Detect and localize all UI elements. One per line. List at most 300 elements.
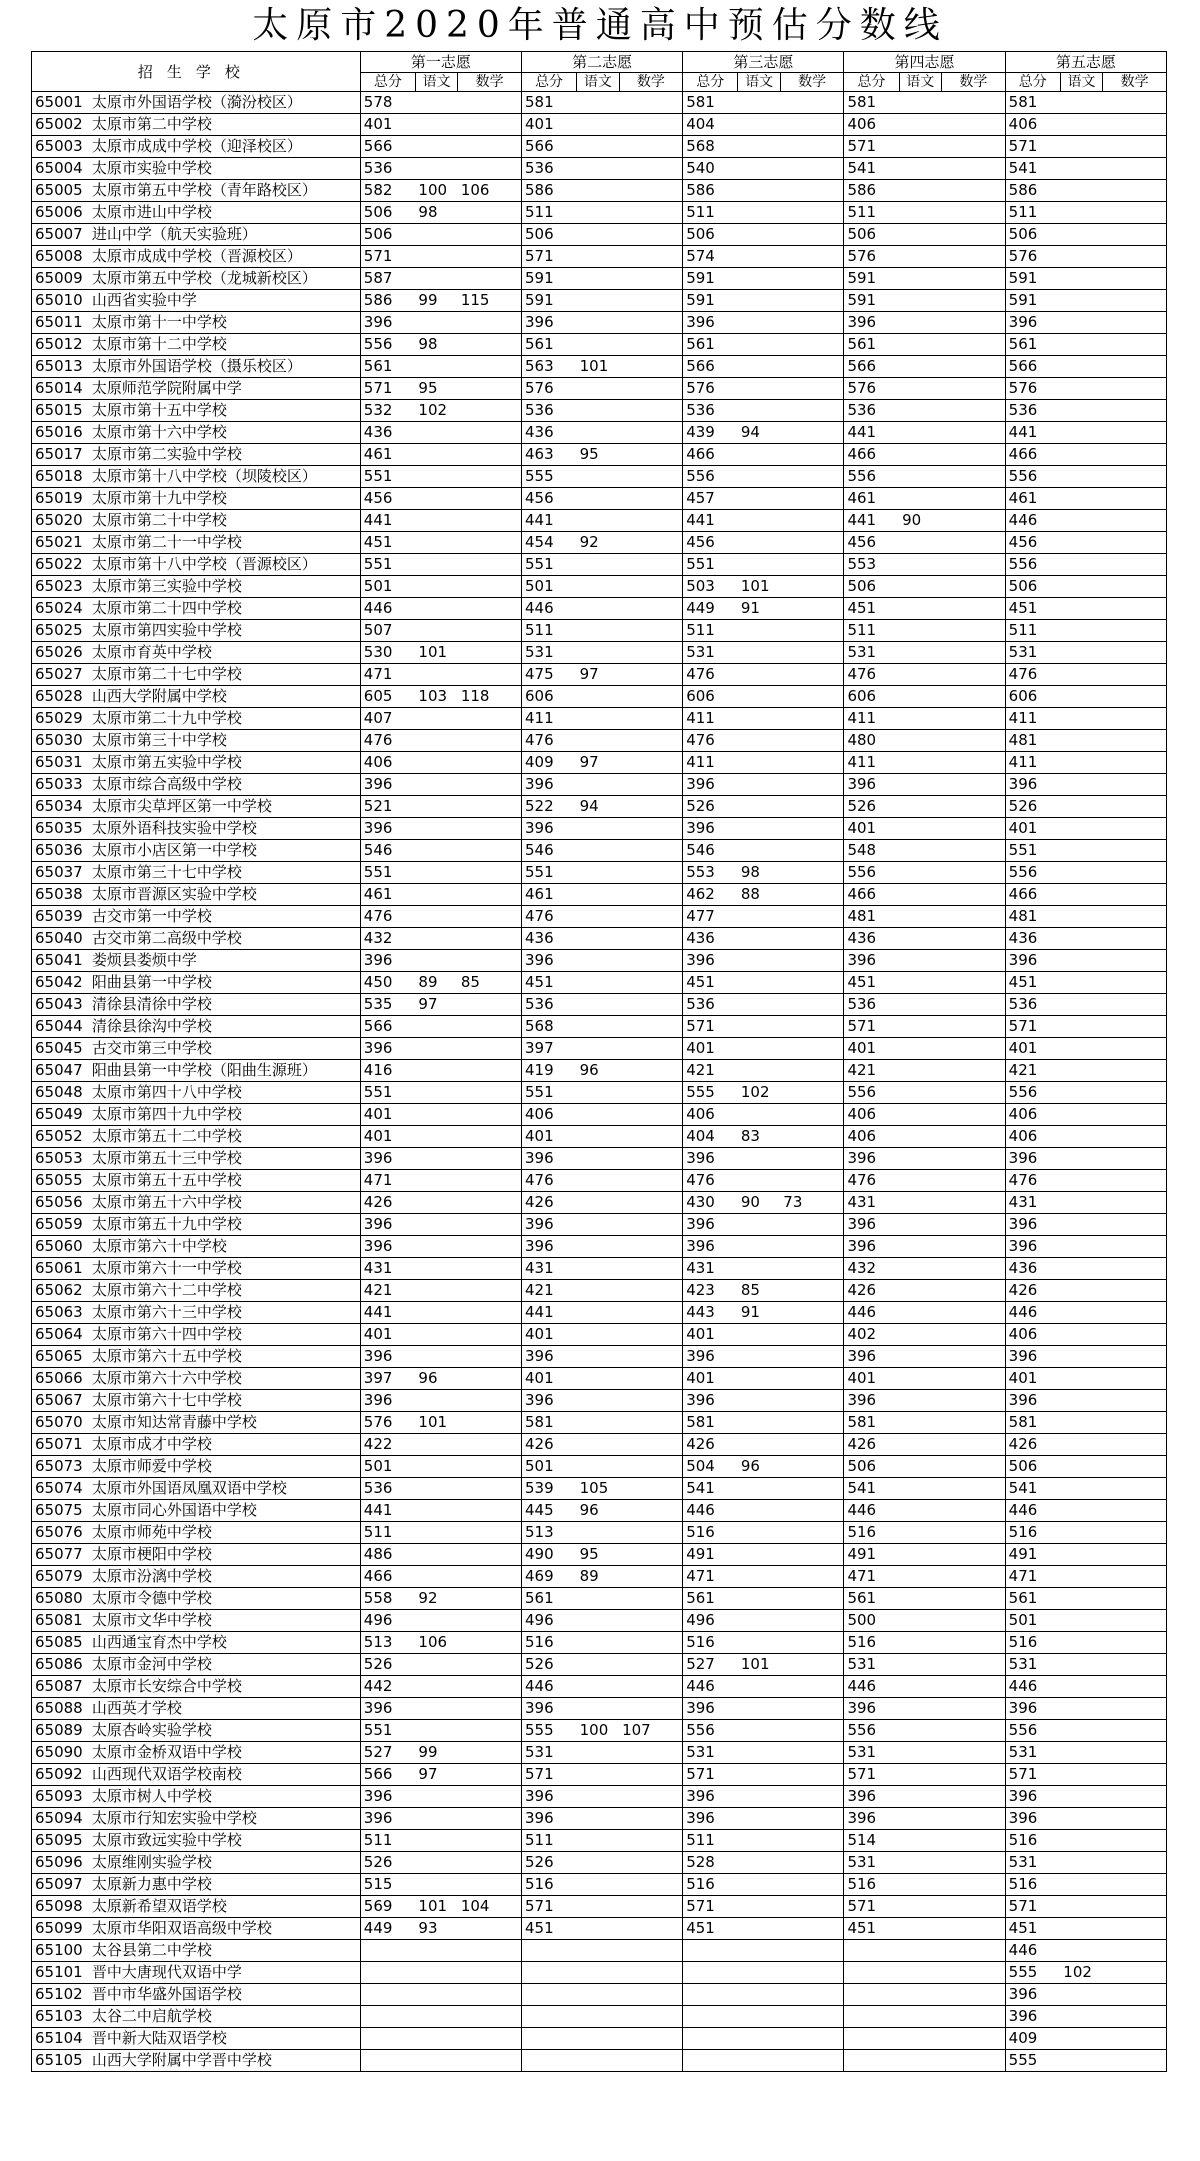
choice-1-math-cell	[458, 2028, 522, 2050]
choice-1-math-cell	[458, 1412, 522, 1434]
choice-3-chinese-cell	[738, 1610, 780, 1632]
choice-5-total-cell: 551	[1005, 840, 1060, 862]
table-row	[32, 1962, 1167, 1984]
choice-2-math-cell	[619, 1896, 683, 1918]
choice-1-math-cell	[458, 1940, 522, 1962]
choice-5-total-cell: 566	[1005, 356, 1060, 378]
choice-4-chinese-cell: 90	[899, 510, 941, 532]
choice-3-math-cell	[780, 1742, 844, 1764]
table-row	[32, 642, 1167, 664]
choice-1-chinese-cell	[415, 1126, 457, 1148]
choice-4-chinese-cell	[899, 576, 941, 598]
choice-1-total-cell: 421	[360, 1280, 415, 1302]
choice-2-chinese-cell	[577, 1016, 619, 1038]
choice-5-math-cell	[1103, 1456, 1167, 1478]
choice-3-math-cell	[780, 1324, 844, 1346]
choice-1-math-cell	[458, 752, 522, 774]
choice-4-total-cell: 396	[844, 1346, 899, 1368]
choice-2-math-cell	[619, 796, 683, 818]
choice-3-total-cell: 404	[683, 1126, 738, 1148]
choice-5-chinese-cell	[1060, 994, 1102, 1016]
table-row	[32, 554, 1167, 576]
school-code: 65060	[32, 1236, 90, 1258]
choice-1-total-cell: 401	[360, 1324, 415, 1346]
choice-4-total-cell: 396	[844, 1786, 899, 1808]
choice-1-math-cell	[458, 268, 522, 290]
school-code: 65012	[32, 334, 90, 356]
choice-3-chinese-cell	[738, 378, 780, 400]
choice-2-math-cell	[619, 1302, 683, 1324]
choice-5-chinese-cell	[1060, 136, 1102, 158]
choice-2-chinese-cell	[577, 1258, 619, 1280]
choice-4-chinese-cell	[899, 1588, 941, 1610]
choice-4-total-cell: 396	[844, 774, 899, 796]
choice-2-chinese-cell	[577, 1346, 619, 1368]
choice-2-total-cell: 576	[522, 378, 577, 400]
choice-1-total-cell: 526	[360, 1852, 415, 1874]
choice-5-chinese-cell: 102	[1060, 1962, 1102, 1984]
choice-3-total-cell: 561	[683, 1588, 738, 1610]
choice-5-math-cell	[1103, 1214, 1167, 1236]
choice-4-chinese-cell	[899, 1940, 941, 1962]
choice-2-math-cell	[619, 268, 683, 290]
school-code: 65041	[32, 950, 90, 972]
school-code: 65065	[32, 1346, 90, 1368]
choice-3-chinese-cell: 88	[738, 884, 780, 906]
choice-2-math-cell	[619, 1434, 683, 1456]
school-code: 65007	[32, 224, 90, 246]
choice-4-chinese-cell	[899, 1258, 941, 1280]
choice-2-chinese-cell	[577, 1148, 619, 1170]
choice-3-total-cell: 401	[683, 1038, 738, 1060]
choice-4-chinese-cell	[899, 1148, 941, 1170]
choice-2-total-cell: 396	[522, 1148, 577, 1170]
choice-4-chinese-cell	[899, 730, 941, 752]
choice-3-math-cell	[780, 1676, 844, 1698]
table-row	[32, 1874, 1167, 1896]
choice-4-chinese-cell	[899, 708, 941, 730]
choice-4-total-cell: 536	[844, 994, 899, 1016]
school-code: 65018	[32, 466, 90, 488]
choice-3-chinese-cell	[738, 180, 780, 202]
choice-4-math-cell	[942, 1324, 1006, 1346]
choice-3-total-cell: 553	[683, 862, 738, 884]
choice-1-math-cell	[458, 202, 522, 224]
choice-2-chinese-cell: 96	[577, 1500, 619, 1522]
school-name: 太原市第十九中学校	[90, 488, 360, 510]
choice-5-chinese-cell	[1060, 642, 1102, 664]
table-row	[32, 1786, 1167, 1808]
choice-3-total-cell: 471	[683, 1566, 738, 1588]
choice-4-chinese-cell	[899, 796, 941, 818]
choice-1-math-cell	[458, 1170, 522, 1192]
choice-5-math-cell	[1103, 1984, 1167, 2006]
choice-3-total-cell: 581	[683, 92, 738, 114]
choice-5-chinese-cell	[1060, 1808, 1102, 1830]
choice-3-math-cell	[780, 2050, 844, 2072]
math-subheader: 数学	[780, 73, 844, 92]
choice-4-total-cell: 446	[844, 1500, 899, 1522]
total-subheader: 总分	[683, 73, 738, 92]
choice-1-total-cell	[360, 1940, 415, 1962]
choice-3-total-cell: 396	[683, 818, 738, 840]
choice-2-chinese-cell	[577, 1368, 619, 1390]
school-name: 太原市外国语学校（摄乐校区）	[90, 356, 360, 378]
choice-5-math-cell	[1103, 1390, 1167, 1412]
school-code: 65010	[32, 290, 90, 312]
choice-4-total-cell	[844, 2028, 899, 2050]
table-row	[32, 1346, 1167, 1368]
school-name: 太原市第二十中学校	[90, 510, 360, 532]
choice-4-total-cell: 471	[844, 1566, 899, 1588]
choice-1-math-cell	[458, 620, 522, 642]
choice-2-math-cell	[619, 1588, 683, 1610]
choice-2-total-cell: 536	[522, 400, 577, 422]
choice-4-chinese-cell	[899, 1632, 941, 1654]
choice-2-chinese-cell	[577, 1104, 619, 1126]
choice-1-chinese-cell	[415, 1874, 457, 1896]
choice-2-math-cell	[619, 2006, 683, 2028]
choice-3-total-cell: 401	[683, 1324, 738, 1346]
choice-5-math-cell	[1103, 1918, 1167, 1940]
choice-5-chinese-cell	[1060, 1192, 1102, 1214]
choice-1-math-cell	[458, 664, 522, 686]
choice-5-total-cell: 421	[1005, 1060, 1060, 1082]
choice-3-math-cell	[780, 1214, 844, 1236]
table-row	[32, 1984, 1167, 2006]
choice-5-math-cell	[1103, 1698, 1167, 1720]
choice-5-total-cell: 581	[1005, 1412, 1060, 1434]
choice-5-math-cell	[1103, 818, 1167, 840]
choice-5-math-cell	[1103, 1742, 1167, 1764]
choice-2-total-cell: 551	[522, 1082, 577, 1104]
choice-5-math-cell	[1103, 1522, 1167, 1544]
choice-3-total-cell: 551	[683, 554, 738, 576]
table-row	[32, 1720, 1167, 1742]
choice-5-math-cell	[1103, 1324, 1167, 1346]
choice-2-chinese-cell	[577, 818, 619, 840]
choice-2-math-cell	[619, 1170, 683, 1192]
school-name: 山西大学附属中学校	[90, 686, 360, 708]
choice-4-total-cell: 411	[844, 752, 899, 774]
school-code: 65044	[32, 1016, 90, 1038]
choice-1-chinese-cell: 93	[415, 1918, 457, 1940]
school-code: 65028	[32, 686, 90, 708]
choice-2-math-cell	[619, 136, 683, 158]
choice-2-math-cell	[619, 180, 683, 202]
choice-5-total-cell: 526	[1005, 796, 1060, 818]
choice-3-math-cell	[780, 1280, 844, 1302]
choice-4-math-cell	[942, 1214, 1006, 1236]
choice-1-total-cell	[360, 2050, 415, 2072]
choice-3-total-cell	[683, 2028, 738, 2050]
choice-5-total-cell: 571	[1005, 1896, 1060, 1918]
school-name: 太原市进山中学校	[90, 202, 360, 224]
choice-1-chinese-cell	[415, 158, 457, 180]
choice-5-math-cell	[1103, 1126, 1167, 1148]
choice-1-math-cell	[458, 1918, 522, 1940]
choice-5-total-cell: 406	[1005, 114, 1060, 136]
choice-5-math-cell	[1103, 1104, 1167, 1126]
choice-1-math-cell	[458, 1368, 522, 1390]
choice-1-math-cell	[458, 576, 522, 598]
math-subheader: 数学	[1103, 73, 1167, 92]
choice-2-total-cell: 396	[522, 1786, 577, 1808]
choice-3-math-cell	[780, 114, 844, 136]
choice-5-chinese-cell	[1060, 202, 1102, 224]
choice-1-math-cell: 118	[458, 686, 522, 708]
choice-3-math-cell	[780, 1038, 844, 1060]
choice-3-total-cell: 401	[683, 1368, 738, 1390]
table-row	[32, 1016, 1167, 1038]
choice-3-chinese-cell	[738, 1896, 780, 1918]
choice-4-chinese-cell	[899, 774, 941, 796]
choice-4-math-cell	[942, 1346, 1006, 1368]
choice-3-math-cell	[780, 1082, 844, 1104]
choice-5-math-cell	[1103, 1566, 1167, 1588]
choice-4-math-cell	[942, 1654, 1006, 1676]
table-row	[32, 312, 1167, 334]
choice-2-chinese-cell	[577, 1324, 619, 1346]
choice-4-total-cell: 466	[844, 444, 899, 466]
choice-3-math-cell	[780, 1412, 844, 1434]
choice-4-chinese-cell	[899, 1478, 941, 1500]
choice-2-total-cell: 551	[522, 554, 577, 576]
choice-5-math-cell	[1103, 1302, 1167, 1324]
choice-2-total-cell: 463	[522, 444, 577, 466]
choice-4-chinese-cell	[899, 268, 941, 290]
choice-2-math-cell	[619, 1126, 683, 1148]
choice-2-total-cell: 490	[522, 1544, 577, 1566]
choice-5-total-cell: 406	[1005, 1126, 1060, 1148]
choice-3-math-cell	[780, 1522, 844, 1544]
choice-4-chinese-cell	[899, 1412, 941, 1434]
choice-5-total-cell: 426	[1005, 1280, 1060, 1302]
table-row	[32, 708, 1167, 730]
choice-3-math-cell	[780, 180, 844, 202]
choice-5-chinese-cell	[1060, 1786, 1102, 1808]
choice-3-chinese-cell: 102	[738, 1082, 780, 1104]
choice-5-chinese-cell	[1060, 1214, 1102, 1236]
table-row	[32, 1170, 1167, 1192]
choice-5-chinese-cell	[1060, 730, 1102, 752]
choice-2-math-cell	[619, 1016, 683, 1038]
choice-5-math-cell	[1103, 708, 1167, 730]
choice-5-math-cell	[1103, 2050, 1167, 2072]
choice-1-math-cell	[458, 1258, 522, 1280]
choice-2-math-cell	[619, 1192, 683, 1214]
choice-5-total-cell: 476	[1005, 1170, 1060, 1192]
choice-4-math-cell	[942, 202, 1006, 224]
choice-5-math-cell	[1103, 1764, 1167, 1786]
table-row	[32, 1830, 1167, 1852]
choice-4-chinese-cell	[899, 400, 941, 422]
choice-2-chinese-cell	[577, 1852, 619, 1874]
table-row	[32, 510, 1167, 532]
choice-1-total-cell: 587	[360, 268, 415, 290]
choice-4-total-cell: 426	[844, 1434, 899, 1456]
choice-4-total-cell: 396	[844, 1236, 899, 1258]
choice-3-chinese-cell	[738, 1852, 780, 1874]
choice-3-math-cell	[780, 884, 844, 906]
choice-1-total-cell: 432	[360, 928, 415, 950]
choice-4-math-cell	[942, 1500, 1006, 1522]
choice-3-total-cell: 511	[683, 202, 738, 224]
choice-4-math-cell	[942, 598, 1006, 620]
choice-1-chinese-cell	[415, 1016, 457, 1038]
choice-3-chinese-cell: 94	[738, 422, 780, 444]
school-name: 太原市师苑中学校	[90, 1522, 360, 1544]
choice-3-math-cell	[780, 1764, 844, 1786]
choice-4-total-cell: 506	[844, 576, 899, 598]
choice-4-total-cell	[844, 1940, 899, 1962]
choice-4-chinese-cell	[899, 466, 941, 488]
choice-3-chinese-cell	[738, 796, 780, 818]
choice-3-total-cell: 586	[683, 180, 738, 202]
choice-2-total-cell: 397	[522, 1038, 577, 1060]
school-name: 太原市尖草坪区第一中学校	[90, 796, 360, 818]
choice-4-total-cell: 436	[844, 928, 899, 950]
choice-3-math-cell	[780, 664, 844, 686]
choice-3-chinese-cell	[738, 1500, 780, 1522]
choice-2-total-cell: 396	[522, 312, 577, 334]
school-code: 65067	[32, 1390, 90, 1412]
table-row	[32, 1940, 1167, 1962]
school-name: 太原市知达常青藤中学校	[90, 1412, 360, 1434]
choice-2-total-cell: 561	[522, 1588, 577, 1610]
school-name: 太谷县第二中学校	[90, 1940, 360, 1962]
choice-4-total-cell	[844, 2050, 899, 2072]
choice-2-total-cell: 511	[522, 202, 577, 224]
school-name: 太原市树人中学校	[90, 1786, 360, 1808]
choice-3-math-cell	[780, 1478, 844, 1500]
choice-3-total-cell: 404	[683, 114, 738, 136]
choice-3-total-cell: 441	[683, 510, 738, 532]
choice-3-total-cell: 516	[683, 1522, 738, 1544]
choice-1-total-cell: 471	[360, 664, 415, 686]
choice-1-total-cell: 476	[360, 906, 415, 928]
choice-1-math-cell	[458, 1302, 522, 1324]
choice-2-total-cell: 516	[522, 1632, 577, 1654]
choice-4-chinese-cell	[899, 1676, 941, 1698]
choice-1-chinese-cell	[415, 136, 457, 158]
choice-2-total-cell: 396	[522, 1808, 577, 1830]
choice-4-math-cell	[942, 378, 1006, 400]
choice-4-total-cell: 526	[844, 796, 899, 818]
choice-4-total-cell: 541	[844, 1478, 899, 1500]
choice-4-total-cell: 432	[844, 1258, 899, 1280]
choice-1-math-cell: 106	[458, 180, 522, 202]
choice-3-chinese-cell	[738, 510, 780, 532]
choice-3-chinese-cell: 101	[738, 576, 780, 598]
choice-1-total-cell: 551	[360, 466, 415, 488]
choice-4-math-cell	[942, 1148, 1006, 1170]
choice-4-total-cell: 556	[844, 466, 899, 488]
choice-4-math-cell	[942, 928, 1006, 950]
choice-5-total-cell: 531	[1005, 1852, 1060, 1874]
choice-2-total-cell: 421	[522, 1280, 577, 1302]
choice-4-math-cell	[942, 862, 1006, 884]
choice-3-total-cell: 541	[683, 1478, 738, 1500]
choice-3-total-cell	[683, 2050, 738, 2072]
choice-2-math-cell	[619, 1104, 683, 1126]
choice-1-chinese-cell	[415, 1830, 457, 1852]
table-row	[32, 92, 1167, 114]
school-code: 65085	[32, 1632, 90, 1654]
choice-2-total-cell: 461	[522, 884, 577, 906]
school-code: 65003	[32, 136, 90, 158]
choice-2-total-cell: 531	[522, 1742, 577, 1764]
choice-2-math-cell	[619, 1852, 683, 1874]
choice-3-chinese-cell	[738, 1720, 780, 1742]
choice-2-math-cell	[619, 994, 683, 1016]
choice-3-total-cell: 546	[683, 840, 738, 862]
choice-1-math-cell	[458, 1588, 522, 1610]
choice-5-math-cell	[1103, 620, 1167, 642]
choice-1-total-cell: 521	[360, 796, 415, 818]
school-code: 65013	[32, 356, 90, 378]
choice-1-math-cell	[458, 356, 522, 378]
choice-4-math-cell	[942, 950, 1006, 972]
school-code: 65005	[32, 180, 90, 202]
choice-3-total-cell: 506	[683, 224, 738, 246]
choice-1-chinese-cell	[415, 1786, 457, 1808]
choice-2-math-cell	[619, 1038, 683, 1060]
table-row	[32, 576, 1167, 598]
school-name: 太原市文华中学校	[90, 1610, 360, 1632]
school-code: 65015	[32, 400, 90, 422]
choice-3-total-cell: 571	[683, 1016, 738, 1038]
choice-5-chinese-cell	[1060, 1258, 1102, 1280]
choice-1-total-cell: 451	[360, 532, 415, 554]
choice-4-total-cell: 431	[844, 1192, 899, 1214]
choice-1-math-cell	[458, 466, 522, 488]
choice-5-math-cell	[1103, 730, 1167, 752]
choice-5-total-cell: 491	[1005, 1544, 1060, 1566]
school-code: 65097	[32, 1874, 90, 1896]
choice-5-math-cell	[1103, 774, 1167, 796]
choice-1-total-cell: 396	[360, 1214, 415, 1236]
school-name: 太原市第二中学校	[90, 114, 360, 136]
choice-2-math-cell	[619, 1984, 683, 2006]
choice-4-chinese-cell	[899, 598, 941, 620]
choice-4-total-cell: 606	[844, 686, 899, 708]
choice-1-total-cell: 461	[360, 884, 415, 906]
choice-3-chinese-cell	[738, 818, 780, 840]
choice-3-math-cell	[780, 246, 844, 268]
choice-3-math-cell	[780, 1610, 844, 1632]
table-row	[32, 1742, 1167, 1764]
choice-3-total-cell: 574	[683, 246, 738, 268]
choice-5-math-cell	[1103, 202, 1167, 224]
choice-1-total-cell: 586	[360, 290, 415, 312]
choice-1-chinese-cell	[415, 2006, 457, 2028]
choice-4-math-cell	[942, 2050, 1006, 2072]
school-code: 65026	[32, 642, 90, 664]
table-row	[32, 444, 1167, 466]
choice-4-math-cell	[942, 1632, 1006, 1654]
choice-3-chinese-cell	[738, 664, 780, 686]
math-subheader: 数学	[619, 73, 683, 92]
choice-1-math-cell	[458, 1830, 522, 1852]
choice-2-chinese-cell: 94	[577, 796, 619, 818]
school-name: 太原市第六十四中学校	[90, 1324, 360, 1346]
choice-1-math-cell	[458, 906, 522, 928]
school-name: 太原市综合高级中学校	[90, 774, 360, 796]
choice-5-math-cell	[1103, 400, 1167, 422]
choice-3-total-cell: 443	[683, 1302, 738, 1324]
choice-3-math-cell	[780, 1918, 844, 1940]
